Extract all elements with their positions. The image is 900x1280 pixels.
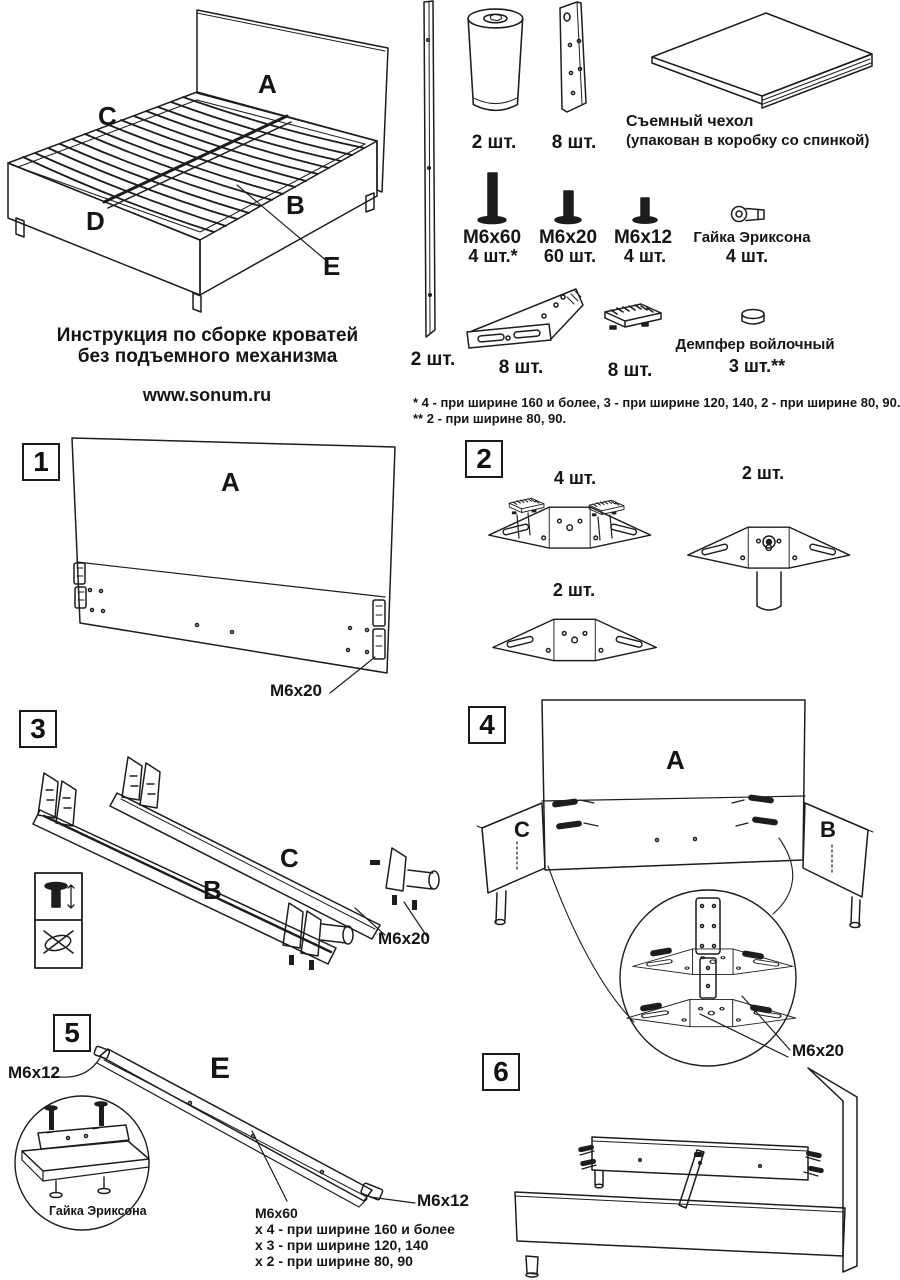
part-leg-drawing [468, 9, 523, 110]
bolt-m6x12-qty: 4 шт. [623, 246, 667, 266]
step2-brackets-drawing [489, 498, 850, 660]
step4-label-a: A [666, 745, 685, 775]
part-erikson-nut-drawing [732, 207, 765, 222]
step4-fastener-label: M6x20 [792, 1041, 844, 1060]
step3-number: 3 [19, 710, 57, 748]
overview-label-a: A [258, 69, 277, 99]
part-felt-damper-drawing [742, 310, 764, 325]
step6-frame-drawing [515, 1068, 857, 1277]
step5-option-3: x 2 - при ширине 80, 90 [255, 1253, 413, 1269]
step5-option-2: x 3 - при ширине 120, 140 [255, 1237, 429, 1253]
bolt-m6x12-label: M6x12 [613, 227, 673, 248]
step5-bolt-label: M6x60 [255, 1205, 298, 1221]
step2-number: 2 [465, 440, 503, 478]
part-corner-plate-drawing [467, 289, 583, 348]
step5-option-1: x 4 - при ширине 160 и более [255, 1221, 455, 1237]
part-bolts-drawing [478, 173, 657, 224]
part-angle-bracket-drawing [560, 2, 586, 112]
step2-qty-right: 2 шт. [741, 463, 785, 483]
step6-number: 6 [482, 1053, 520, 1091]
bolt-m6x60-qty: 4 шт.* [468, 246, 518, 266]
step5-label-e: E [210, 1052, 231, 1085]
title-line1: Инструкция по сборке кроватей [56, 325, 359, 346]
step4-label-b: B [820, 817, 836, 842]
overview-label-e: E [323, 251, 341, 281]
footnote-1: * 4 - при ширине 160 и более, 3 - при ширине 120, 140, 2 - при ширине 80, 90. [413, 395, 900, 410]
step5-nut-label: Гайка Эриксона [49, 1204, 147, 1218]
title-line2: без подъемного механизма [77, 345, 338, 367]
leg-qty: 2 шт. [471, 132, 517, 153]
bolt-m6x20-qty: 60 шт. [543, 246, 597, 266]
cover-name: Съемный чехол [626, 113, 754, 130]
step5-fastener-right: M6x12 [417, 1191, 469, 1210]
erikson-nut-label: Гайка Эриксона [693, 229, 811, 246]
step1-fastener-label: M6x20 [270, 681, 322, 700]
cover-note: (упакован в коробку со спинкой) [626, 132, 870, 149]
website-url: www.sonum.ru [142, 385, 272, 405]
step3-label-c: C [280, 843, 299, 873]
felt-damper-label: Демпфер войлочный [675, 336, 835, 353]
angle-bracket-qty: 8 шт. [551, 132, 597, 153]
page-title [25, 326, 390, 368]
bolt-m6x60-label: M6x60 [462, 227, 522, 248]
step5-fastener-left: M6x12 [8, 1063, 60, 1082]
overview-label-c: C [98, 101, 117, 131]
felt-damper-qty: 3 шт.** [728, 356, 786, 376]
step1-label-a: A [221, 467, 240, 497]
part-cover-drawing [652, 13, 872, 108]
overview-label-d: D [86, 206, 105, 236]
erikson-nut-qty: 4 шт. [725, 246, 769, 266]
step2-qty-top: 4 шт. [553, 468, 597, 488]
step2-qty-bottom: 2 шт. [552, 580, 596, 600]
slat-qty: 2 шт. [410, 349, 456, 370]
step3-fastener-label: M6x20 [378, 929, 430, 948]
corner-plate-qty: 8 шт. [498, 357, 544, 378]
step3-label-b: B [203, 875, 222, 905]
slat-block-qty: 8 шт. [607, 360, 653, 381]
part-slat-drawing [424, 1, 435, 337]
footnote-2: ** 2 - при ширине 80, 90. [413, 411, 567, 426]
bolt-m6x20-label: M6x20 [538, 227, 598, 248]
overview-label-b: B [286, 190, 305, 220]
step4-label-c: C [514, 817, 530, 842]
step5-number: 5 [53, 1014, 91, 1052]
step1-number: 1 [22, 443, 60, 481]
part-slat-block-drawing [605, 304, 661, 329]
step4-number: 4 [468, 706, 506, 744]
